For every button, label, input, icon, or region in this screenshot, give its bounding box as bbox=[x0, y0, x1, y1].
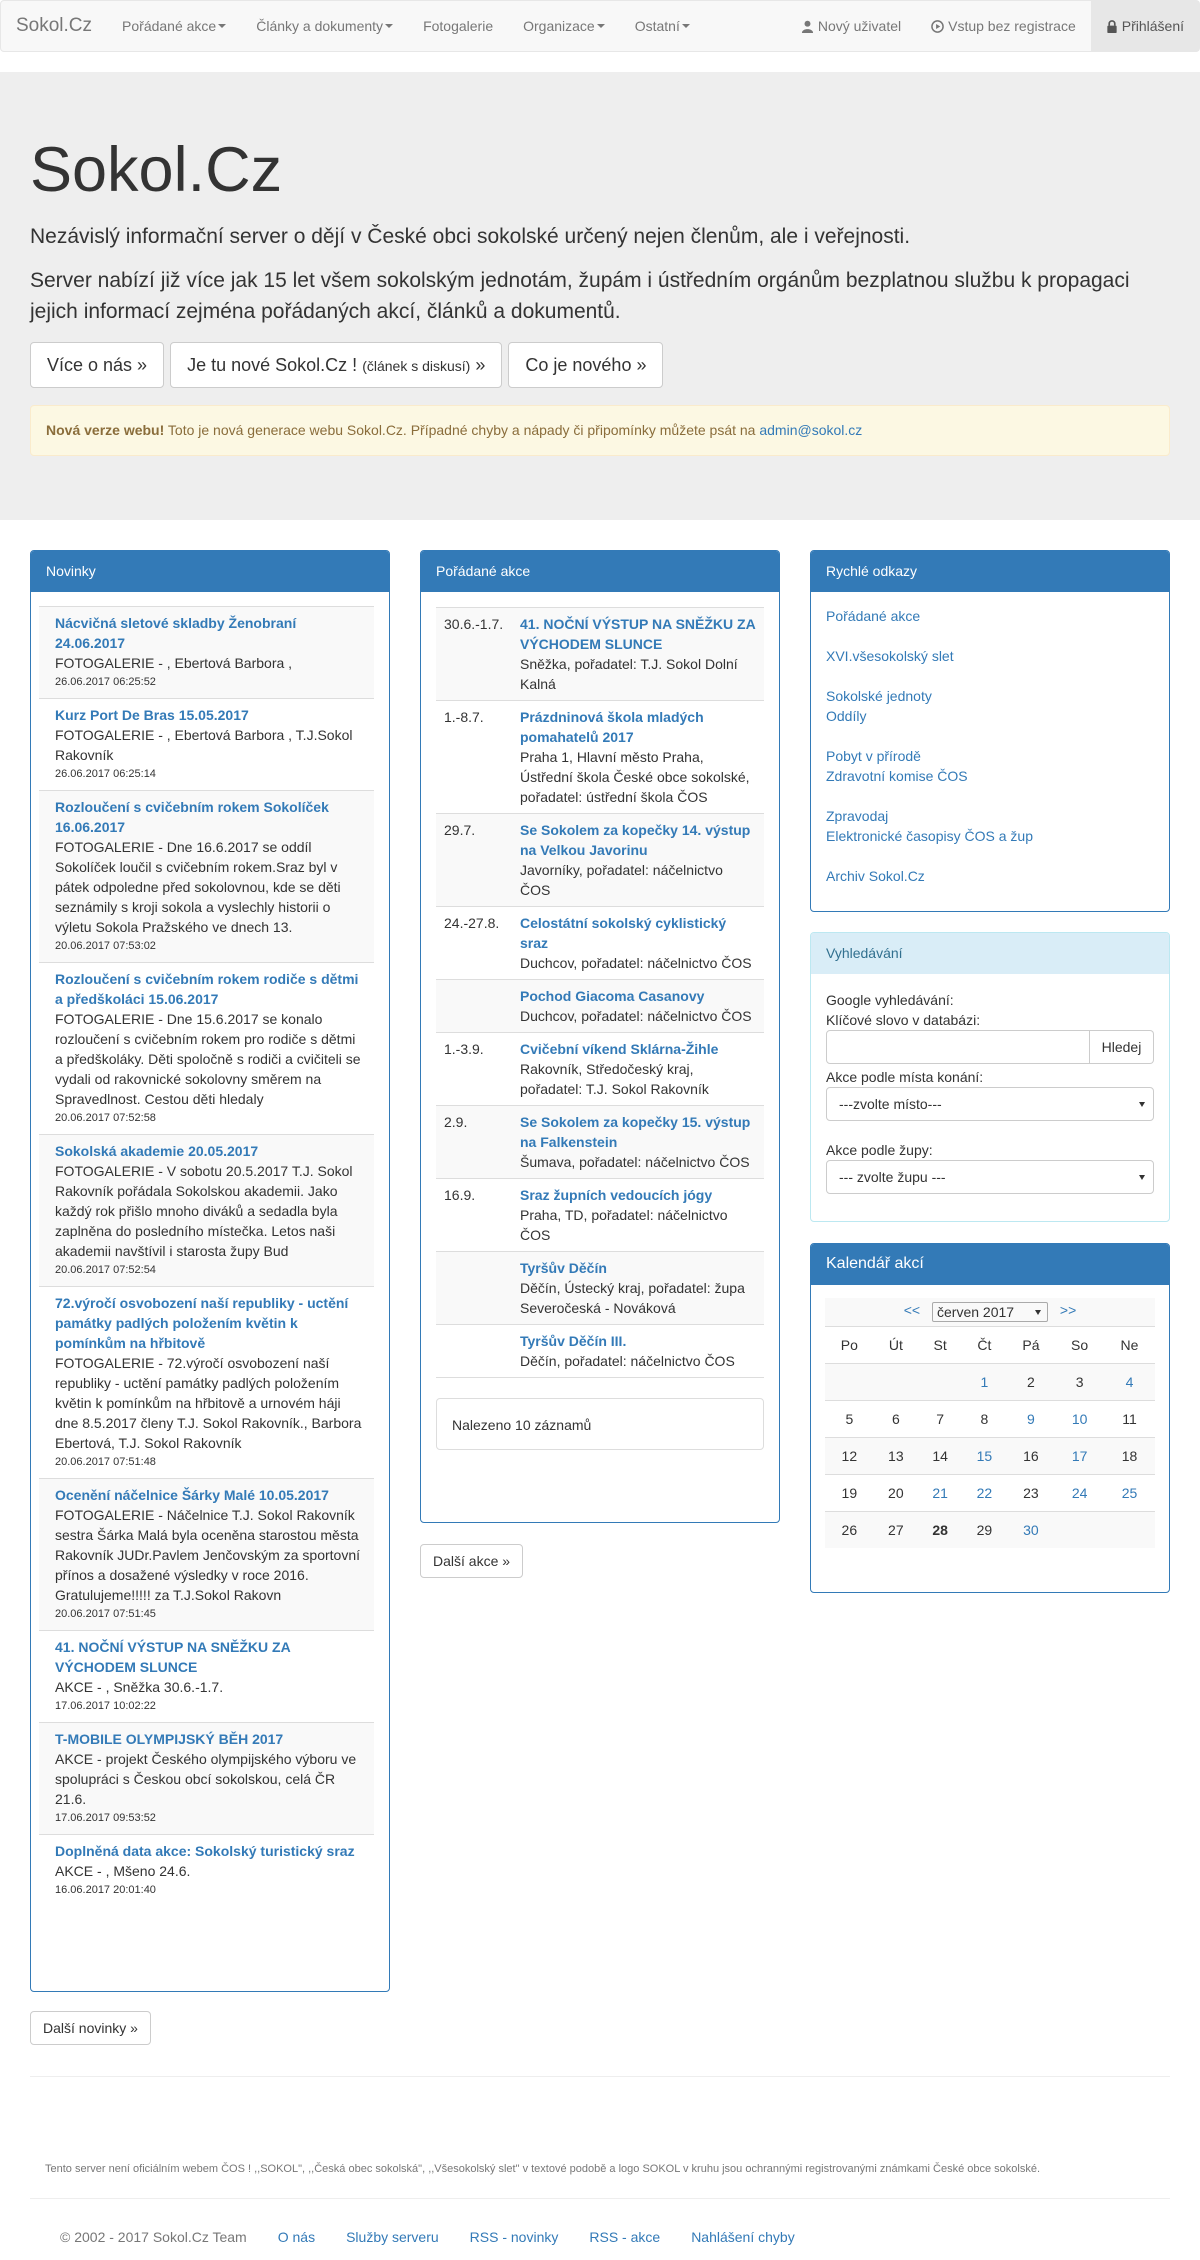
calendar-day-number: 28 bbox=[932, 1521, 948, 1538]
calendar-week-row bbox=[825, 1474, 1155, 1511]
place-select[interactable]: ---zvolte místo--- bbox=[826, 1087, 1154, 1121]
calendar-day[interactable] bbox=[962, 1363, 1006, 1400]
event-title-link[interactable]: Pochod Giacoma Casanovy bbox=[520, 988, 705, 1004]
event-date: 2.9. bbox=[444, 1114, 468, 1130]
weekday-label: Ne bbox=[1104, 1326, 1155, 1363]
news-item bbox=[39, 790, 374, 962]
weekday-label: Čt bbox=[962, 1326, 1006, 1363]
new-site-arrow: » bbox=[475, 354, 486, 375]
calendar-day bbox=[825, 1437, 874, 1474]
search-button[interactable]: Hledej bbox=[1090, 1030, 1154, 1064]
quick-link[interactable]: Archiv Sokol.Cz bbox=[826, 868, 925, 884]
calendar-day bbox=[825, 1511, 874, 1548]
news-text: AKCE - , Mšeno 24.6. bbox=[55, 1863, 191, 1879]
nav-item-ostatni[interactable] bbox=[620, 1, 705, 51]
news-item bbox=[39, 1722, 374, 1834]
calendar-day-number: 3 bbox=[1075, 1373, 1084, 1390]
event-text: Šumava, pořadatel: náčelnictvo ČOS bbox=[520, 1154, 750, 1170]
quick-link[interactable]: Pořádané akce bbox=[826, 608, 921, 624]
quick-link[interactable]: Pobyt v přírodě bbox=[826, 748, 921, 764]
event-info bbox=[520, 820, 756, 900]
calendar-day-link[interactable]: 22 bbox=[976, 1484, 993, 1501]
quick-link-group bbox=[826, 806, 1154, 846]
event-title-link[interactable]: 41. NOČNÍ VÝSTUP NA SNĚŽKU ZA VÝCHODEM SLUNCE bbox=[520, 616, 756, 652]
calendar-day bbox=[874, 1363, 918, 1400]
calendar-day-link[interactable]: 15 bbox=[976, 1447, 993, 1464]
calendar-week-row bbox=[825, 1437, 1155, 1474]
calendar-day bbox=[1104, 1511, 1155, 1548]
news-title-link[interactable]: Doplněná data akce: Sokolský turistický sraz bbox=[55, 1843, 355, 1859]
caret-down-icon bbox=[597, 24, 605, 28]
nav-item-label: Ostatní bbox=[634, 18, 680, 34]
quick-link[interactable]: XVI.všesokolský slet bbox=[826, 648, 954, 664]
news-title-link[interactable]: 41. NOČNÍ VÝSTUP NA SNĚŽKU ZA VÝCHODEM SLUNCE bbox=[55, 1639, 291, 1675]
event-text: Děčín, Ústecký kraj, pořadatel: župa Severočeská - Nováková bbox=[520, 1280, 745, 1316]
alert-text: Toto je nová generace webu Sokol.Cz. Případné chyby a nápady či připomínky můžete psát na bbox=[164, 421, 760, 438]
news-date: 20.06.2017 07:53:02 bbox=[55, 940, 156, 952]
quick-link[interactable]: Zdravotní komise ČOS bbox=[826, 768, 968, 784]
calendar-day-link[interactable]: 24 bbox=[1071, 1484, 1088, 1501]
calendar-day-number: 27 bbox=[888, 1521, 904, 1538]
calendar-day-number: 2 bbox=[1027, 1373, 1035, 1390]
calendar-day-number: 7 bbox=[936, 1410, 945, 1427]
calendar-day bbox=[962, 1511, 1006, 1548]
keyword-input-group bbox=[826, 1030, 1154, 1064]
quick-link-group bbox=[826, 686, 1154, 726]
calendar-day-link[interactable]: 4 bbox=[1125, 1373, 1134, 1390]
calendar-day-number: 14 bbox=[932, 1447, 948, 1464]
event-date: 24.-27.8. bbox=[444, 915, 500, 931]
news-item bbox=[39, 1834, 374, 1906]
event-date: 30.6.-1.7. bbox=[444, 616, 504, 632]
quick-link[interactable]: Zpravodaj bbox=[826, 808, 889, 824]
keyword-label: Klíčové slovo v databázi: bbox=[826, 1012, 981, 1028]
calendar-day-number: 6 bbox=[891, 1410, 900, 1427]
calendar-day bbox=[1007, 1474, 1056, 1511]
weekday-label: St bbox=[918, 1326, 962, 1363]
admin-email-link[interactable]: admin@sokol.cz bbox=[759, 421, 863, 438]
news-date: 20.06.2017 07:51:48 bbox=[55, 1456, 156, 1468]
events-count: Nalezeno 10 záznamů bbox=[436, 1398, 764, 1450]
event-row bbox=[436, 1032, 764, 1105]
new-site-label: Je tu nové Sokol.Cz ! bbox=[187, 354, 358, 375]
news-item bbox=[39, 1478, 374, 1630]
calendar-day[interactable] bbox=[962, 1474, 1006, 1511]
calendar-day-number: 5 bbox=[845, 1410, 854, 1427]
event-row bbox=[436, 1178, 764, 1251]
weekday-label: Po bbox=[825, 1326, 874, 1363]
event-date bbox=[444, 1331, 520, 1371]
event-date: 1.-8.7. bbox=[444, 709, 484, 725]
news-date: 20.06.2017 07:51:45 bbox=[55, 1608, 156, 1620]
news-title-link[interactable]: 72.výročí osvobození naší republiky - uctění památky padlých položením květin k pomínkům na hřbitově bbox=[55, 1295, 349, 1351]
nav-item-akce[interactable] bbox=[107, 1, 241, 51]
quick-link-group bbox=[826, 646, 1154, 666]
calendar-day bbox=[1007, 1363, 1056, 1400]
news-title-link[interactable]: T-MOBILE OLYMPIJSKÝ BĚH 2017 bbox=[55, 1731, 284, 1747]
weekday-label: Pá bbox=[1007, 1326, 1056, 1363]
calendar-day bbox=[1055, 1511, 1104, 1548]
news-heading: Novinky bbox=[31, 551, 389, 592]
calendar-day bbox=[918, 1511, 962, 1548]
more-news-button[interactable]: Další novinky » bbox=[30, 2011, 151, 2045]
quick-links-heading: Rychlé odkazy bbox=[811, 551, 1169, 592]
weekday-label: Út bbox=[874, 1326, 918, 1363]
calendar-day-number: 29 bbox=[976, 1521, 993, 1538]
footer-divider bbox=[30, 2076, 1170, 2077]
event-row bbox=[436, 700, 764, 813]
new-site-button[interactable] bbox=[170, 342, 502, 388]
nav-item-label: Články a dokumenty bbox=[256, 18, 384, 34]
footer bbox=[60, 2229, 826, 2245]
calendar-week-row bbox=[825, 1400, 1155, 1437]
legal-notice: Tento server není oficiálním webem ČOS ! ,,SOKOL", ,,Česká obec sokolská", ,,Všesokolský slet" v textové podobě a logo SOKOL v kruhu jsou ochrannými registrovanými známkami České obce sokolské. bbox=[45, 2163, 1041, 2175]
nav-item-label: Organizace bbox=[523, 18, 595, 34]
news-item bbox=[39, 1630, 374, 1722]
news-text: AKCE - projekt Českého olympijského výboru ve spolupráci s Českou obcí sokolskou, celá ČR 21.6. bbox=[55, 1751, 357, 1807]
calendar-day[interactable] bbox=[1055, 1474, 1104, 1511]
event-title-link[interactable]: Sraz župních vedoucích jógy bbox=[520, 1187, 713, 1203]
weekday-row bbox=[825, 1326, 1155, 1363]
caret-down-icon bbox=[682, 24, 690, 28]
alert-title: Nová verze webu! bbox=[46, 421, 165, 438]
event-row bbox=[436, 1105, 764, 1178]
events-table bbox=[436, 607, 764, 1378]
search-heading: Vyhledávání bbox=[811, 933, 1169, 974]
footer-link-about[interactable]: O nás bbox=[277, 2229, 316, 2245]
event-date: 1.-3.9. bbox=[444, 1041, 484, 1057]
event-date: 29.7. bbox=[444, 822, 476, 838]
news-date: 20.06.2017 07:52:54 bbox=[55, 1264, 156, 1276]
hero-buttons bbox=[30, 342, 1170, 388]
nav-item-label: Fotogalerie bbox=[423, 18, 494, 34]
quick-link[interactable]: Sokolské jednoty bbox=[826, 688, 932, 704]
news-title-link[interactable]: Kurz Port De Bras 15.05.2017 bbox=[55, 707, 249, 723]
event-date: 16.9. bbox=[444, 1187, 476, 1203]
event-text: Rakovník, Středočeský kraj, pořadatel: T.J. Sokol Rakovník bbox=[520, 1061, 709, 1097]
calendar-day bbox=[918, 1437, 962, 1474]
lock-icon bbox=[1106, 20, 1118, 33]
calendar-day-link[interactable]: 9 bbox=[1027, 1410, 1035, 1427]
footer-link-report-bug[interactable]: Nahlášení chyby bbox=[691, 2229, 795, 2245]
news-title-link[interactable]: Ocenění náčelnice Šárky Malé 10.05.2017 bbox=[55, 1487, 329, 1503]
news-item bbox=[39, 962, 374, 1134]
copyright: © 2002 - 2017 Sokol.Cz Team bbox=[60, 2229, 247, 2245]
event-info bbox=[520, 1039, 756, 1099]
new-user-link[interactable] bbox=[786, 1, 916, 51]
calendar-day-link[interactable]: 17 bbox=[1071, 1447, 1088, 1464]
event-info bbox=[520, 614, 756, 694]
calendar-day bbox=[1055, 1363, 1104, 1400]
event-title-link[interactable]: Tyršův Děčín bbox=[520, 1260, 607, 1276]
news-text: FOTOGALERIE - Dne 16.6.2017 se oddíl Sokolíček loučil s cvičebním rokem.Sraz byl v pátek odpoledne před sokolovnou, kde se děti seznámily s kroji sokola a vyslechly historii o výletu Sokola Pražského ve dnech 13. bbox=[55, 839, 341, 935]
play-circle-icon bbox=[931, 20, 944, 33]
calendar-day-number: 18 bbox=[1121, 1447, 1138, 1464]
news-text: FOTOGALERIE - V sobotu 20.5.2017 T.J. Sokol Rakovník pořádala Sokolskou akademii. Jako každý rok přišlo mnoho diváků a sedadla byla zaplněna do posledního místečka. Letos naši akademii navštívil i starosta župy Bud bbox=[55, 1163, 353, 1259]
events-panel bbox=[420, 550, 780, 1523]
calendar-day-link[interactable]: 10 bbox=[1071, 1410, 1088, 1427]
news-item bbox=[39, 1134, 374, 1286]
event-info bbox=[520, 986, 752, 1026]
news-date: 26.06.2017 06:25:52 bbox=[55, 676, 156, 688]
calendar-day[interactable] bbox=[962, 1437, 1006, 1474]
event-text: Sněžka, pořadatel: T.J. Sokol Dolní Kalná bbox=[520, 656, 738, 692]
guest-login-link[interactable] bbox=[916, 1, 1091, 51]
new-version-alert bbox=[30, 405, 1170, 456]
news-date: 20.06.2017 07:52:58 bbox=[55, 1112, 156, 1124]
calendar-day bbox=[874, 1511, 918, 1548]
nav-item-clanky[interactable] bbox=[241, 1, 408, 51]
login-link[interactable] bbox=[1091, 1, 1199, 51]
event-row bbox=[436, 979, 764, 1032]
next-month-link[interactable]: >> bbox=[1059, 1302, 1077, 1319]
caret-down-icon bbox=[218, 24, 226, 28]
calendar-body bbox=[811, 1285, 1169, 1561]
event-text: Duchcov, pořadatel: náčelnictvo ČOS bbox=[520, 955, 752, 971]
news-title-link[interactable]: Sokolská akademie 20.05.2017 bbox=[55, 1143, 259, 1159]
calendar-day bbox=[918, 1400, 962, 1437]
calendar-day-number: 16 bbox=[1023, 1447, 1039, 1464]
quick-link-group bbox=[826, 606, 1154, 626]
news-text: FOTOGALERIE - 72.výročí osvobození naší republiky - uctění památky padlých položením květin k pomínkům na hřbitově a urnovém háji dne 8.5.2017 členy T.J. Sokol Rakovník., Barbora Ebertová, T.J. Sokol Rakovník bbox=[55, 1355, 362, 1451]
event-row bbox=[436, 906, 764, 979]
calendar-day[interactable] bbox=[1007, 1400, 1056, 1437]
new-user-label: Nový uživatel bbox=[817, 18, 902, 34]
calendar-day bbox=[918, 1363, 962, 1400]
news-text: FOTOGALERIE - Náčelnice T.J. Sokol Rakovník sestra Šárka Malá byla oceněna starostou města Rakovník JUDr.Pavlem Jenčovským za sportovní přínos a dosažené výsledky v roce 2016. Gratulujeme!!!!! za T.J.Sokol Rakovn bbox=[55, 1507, 360, 1603]
calendar-day[interactable] bbox=[1104, 1363, 1155, 1400]
place-label: Akce podle místa konání: bbox=[826, 1069, 984, 1085]
calendar-day bbox=[825, 1363, 874, 1400]
news-text: FOTOGALERIE - , Ebertová Barbora , T.J.Sokol Rakovník bbox=[55, 727, 353, 763]
calendar-day[interactable] bbox=[1104, 1474, 1155, 1511]
brand-link[interactable]: Sokol.Cz bbox=[16, 15, 93, 36]
new-site-note: (článek s diskusí) bbox=[362, 357, 471, 374]
whats-new-button[interactable]: Co je nového » bbox=[508, 342, 663, 388]
news-item bbox=[39, 606, 374, 698]
news-text: FOTOGALERIE - , Ebertová Barbora , bbox=[55, 655, 293, 671]
calendar-table bbox=[825, 1298, 1155, 1548]
news-title-link[interactable]: Nácvičná sletové skladby Ženobraní 24.06.2017 bbox=[55, 615, 297, 651]
calendar-day[interactable] bbox=[1007, 1511, 1056, 1548]
calendar-day bbox=[1007, 1437, 1056, 1474]
hero-lead: Nezávislý informační server o dějí v České obci sokolské určený nejen členům, ale i veřejnosti. bbox=[30, 225, 911, 249]
keyword-input[interactable] bbox=[826, 1030, 1090, 1064]
events-body bbox=[421, 592, 779, 1450]
zupa-label: Akce podle župy: bbox=[826, 1142, 933, 1158]
event-info bbox=[520, 707, 756, 807]
events-heading: Pořádané akce bbox=[421, 551, 779, 592]
event-title-link[interactable]: Se Sokolem za kopečky 15. výstup na Falkenstein bbox=[520, 1114, 751, 1150]
calendar-day bbox=[825, 1474, 874, 1511]
quick-links bbox=[811, 592, 1169, 920]
calendar-day bbox=[874, 1474, 918, 1511]
calendar-day-number: 26 bbox=[841, 1521, 858, 1538]
news-title-link[interactable]: Rozloučení s cvičebním rokem rodiče s dětmi a předškoláci 15.06.2017 bbox=[55, 971, 359, 1007]
event-text: Duchcov, pořadatel: náčelnictvo ČOS bbox=[520, 1008, 752, 1024]
event-text: Praha 1, Hlavní město Praha, Ústřední škola České obce sokolské, pořadatel: ústřední škola ČOS bbox=[520, 749, 750, 805]
event-text: Děčín, pořadatel: náčelnictvo ČOS bbox=[520, 1353, 735, 1369]
user-icon bbox=[801, 20, 814, 33]
calendar-day bbox=[962, 1400, 1006, 1437]
event-info bbox=[520, 1258, 756, 1318]
calendar-heading: Kalendář akcí bbox=[811, 1244, 1169, 1285]
news-panel bbox=[30, 550, 390, 1992]
calendar-nav-row bbox=[825, 1298, 1155, 1326]
news-date: 17.06.2017 10:02:22 bbox=[55, 1700, 156, 1712]
news-date: 17.06.2017 09:53:52 bbox=[55, 1812, 156, 1824]
calendar-day bbox=[825, 1400, 874, 1437]
prev-month-link[interactable]: << bbox=[903, 1302, 921, 1319]
event-info bbox=[520, 1112, 756, 1172]
nav-right bbox=[786, 1, 1199, 51]
event-date bbox=[444, 1258, 520, 1318]
calendar-day bbox=[874, 1400, 918, 1437]
search-panel bbox=[810, 932, 1170, 1222]
calendar-day bbox=[1104, 1437, 1155, 1474]
weekday-label: So bbox=[1055, 1326, 1104, 1363]
footer-link-rss-events[interactable]: RSS - akce bbox=[589, 2229, 661, 2245]
calendar-day-number: 12 bbox=[841, 1447, 858, 1464]
nav-item-organizace[interactable] bbox=[508, 1, 620, 51]
nav-item-fotogalerie[interactable] bbox=[408, 1, 508, 51]
news-item bbox=[39, 1286, 374, 1478]
calendar-week-row bbox=[825, 1511, 1155, 1548]
event-title-link[interactable]: Cvičební víkend Sklárna-Žihle bbox=[520, 1041, 719, 1057]
event-title-link[interactable]: Prázdninová škola mladých pomahatelů 2017 bbox=[520, 709, 704, 745]
news-item bbox=[39, 698, 374, 790]
quick-link-group bbox=[826, 746, 1154, 786]
calendar-day[interactable] bbox=[1055, 1437, 1104, 1474]
footer-link-services[interactable]: Služby serveru bbox=[346, 2229, 439, 2245]
page-title: Sokol.Cz bbox=[30, 135, 283, 205]
login-label: Přihlášení bbox=[1121, 18, 1184, 34]
hero-description: Server nabízí již více jak 15 let všem sokolským jednotám, župám i ústředním orgánům bezplatnou službu k propagaci jejich informací zejména pořádaných akcí, článků a dokumentů. bbox=[30, 268, 1130, 324]
more-events-button[interactable]: Další akce » bbox=[420, 1544, 523, 1578]
event-date bbox=[444, 986, 520, 1026]
search-form bbox=[811, 974, 1169, 1210]
news-list bbox=[31, 592, 389, 1906]
calendar-day-number: 11 bbox=[1122, 1410, 1137, 1427]
news-title-link[interactable]: Rozloučení s cvičebním rokem Sokolíček 16.06.2017 bbox=[55, 799, 329, 835]
event-title-link[interactable]: Celostátní sokolský cyklistický sraz bbox=[520, 915, 727, 951]
calendar-panel bbox=[810, 1243, 1170, 1593]
nav-item-label: Pořádané akce bbox=[122, 18, 217, 34]
event-info bbox=[520, 913, 756, 973]
calendar-day-number: 8 bbox=[980, 1410, 989, 1427]
event-row bbox=[436, 607, 764, 700]
caret-down-icon bbox=[385, 24, 393, 28]
calendar-day bbox=[1104, 1400, 1155, 1437]
footer-divider bbox=[30, 2198, 1170, 2199]
news-text: AKCE - , Sněžka 30.6.-1.7. bbox=[55, 1679, 224, 1695]
guest-login-label: Vstup bez registrace bbox=[948, 18, 1076, 34]
event-text: Praha, TD, pořadatel: náčelnictvo ČOS bbox=[520, 1207, 728, 1243]
about-button[interactable]: Více o nás » bbox=[30, 342, 164, 388]
footer-link-rss-news[interactable]: RSS - novinky bbox=[469, 2229, 559, 2245]
event-row bbox=[436, 1324, 764, 1378]
zupa-select[interactable]: --- zvolte župu --- bbox=[826, 1160, 1154, 1194]
calendar-day-number: 19 bbox=[841, 1484, 858, 1501]
google-search-label: Google vyhledávání: bbox=[826, 992, 954, 1008]
quick-link-group bbox=[826, 866, 1154, 886]
event-row bbox=[436, 813, 764, 906]
event-title-link[interactable]: Tyršův Děčín III. bbox=[520, 1333, 627, 1349]
quick-link[interactable]: Elektronické časopisy ČOS a žup bbox=[826, 828, 1033, 844]
event-info bbox=[520, 1185, 756, 1245]
calendar-day-link[interactable]: 30 bbox=[1023, 1521, 1039, 1538]
calendar-day-link[interactable]: 21 bbox=[932, 1484, 948, 1501]
calendar-day[interactable] bbox=[1055, 1400, 1104, 1437]
calendar-day-number: 13 bbox=[888, 1447, 904, 1464]
calendar-day-number: 20 bbox=[888, 1484, 904, 1501]
quick-link[interactable]: Oddíly bbox=[826, 708, 867, 724]
calendar-day bbox=[874, 1437, 918, 1474]
calendar-day-link[interactable]: 1 bbox=[980, 1373, 989, 1390]
calendar-day[interactable] bbox=[918, 1474, 962, 1511]
calendar-day-number: 23 bbox=[1023, 1484, 1039, 1501]
navbar bbox=[0, 0, 1200, 52]
event-row bbox=[436, 1251, 764, 1324]
quick-links-panel bbox=[810, 550, 1170, 912]
month-select[interactable]: červen 2017 bbox=[932, 1302, 1048, 1322]
calendar-day-link[interactable]: 25 bbox=[1121, 1484, 1138, 1501]
calendar-week-row bbox=[825, 1363, 1155, 1400]
news-date: 16.06.2017 20:01:40 bbox=[55, 1884, 156, 1896]
event-info bbox=[520, 1331, 735, 1371]
news-date: 26.06.2017 06:25:14 bbox=[55, 768, 156, 780]
news-text: FOTOGALERIE - Dne 15.6.2017 se konalo rozloučení s cvičebním rokem pro rodiče s dětmi a předškoláky. Děti spoločně s rodiči a cvičiteli se vydali od rakovnické sokolovny směrem na Spravedlnost. Cestou děti hledaly bbox=[55, 1011, 361, 1107]
event-title-link[interactable]: Se Sokolem za kopečky 14. výstup na Velkou Javorinu bbox=[520, 822, 751, 858]
event-text: Javorníky, pořadatel: náčelnictvo ČOS bbox=[520, 862, 723, 898]
hero bbox=[0, 72, 1200, 520]
